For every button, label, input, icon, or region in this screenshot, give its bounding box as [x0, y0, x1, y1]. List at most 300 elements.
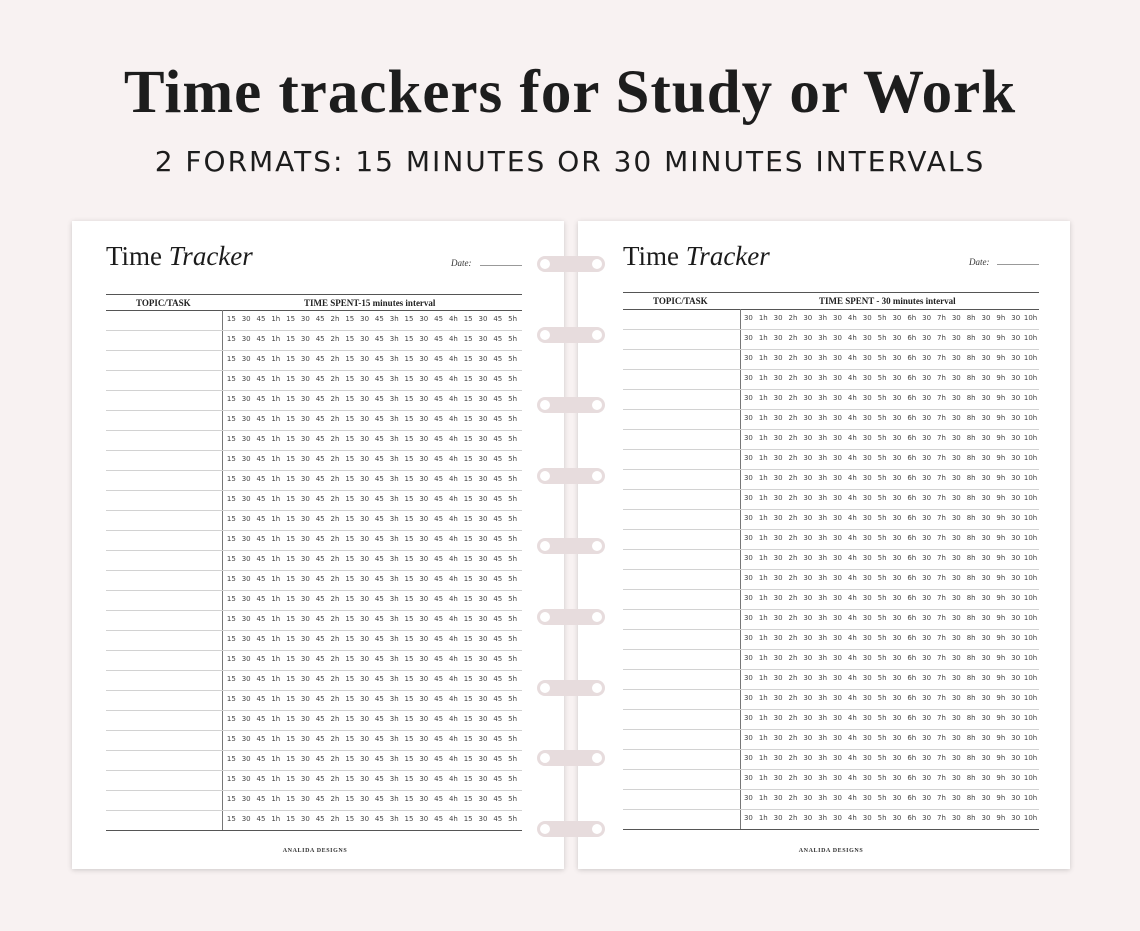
interval-cell[interactable]: 2h — [330, 795, 340, 803]
interval-cell[interactable]: 45 — [256, 675, 266, 683]
interval-cell[interactable]: 30 — [922, 514, 932, 522]
interval-cell[interactable]: 30 — [981, 774, 991, 782]
interval-cell[interactable]: 5h — [877, 814, 887, 822]
interval-cell[interactable]: 3h — [389, 395, 399, 403]
interval-cell[interactable]: 30 — [743, 314, 753, 322]
interval-cell[interactable]: 30 — [951, 334, 961, 342]
interval-cell[interactable]: 15 — [404, 575, 414, 583]
interval-cell[interactable]: 30 — [419, 495, 429, 503]
interval-cell[interactable]: 5h — [877, 434, 887, 442]
interval-cell[interactable]: 5h — [877, 574, 887, 582]
interval-cell[interactable]: 45 — [374, 555, 384, 563]
interval-cell[interactable]: 45 — [374, 315, 384, 323]
interval-cell[interactable]: 15 — [404, 775, 414, 783]
interval-cell[interactable]: 15 — [286, 355, 296, 363]
interval-cell[interactable]: 8h — [966, 434, 976, 442]
interval-cell[interactable]: 45 — [256, 595, 266, 603]
interval-cell[interactable]: 30 — [360, 475, 370, 483]
interval-cell[interactable]: 10h — [1023, 654, 1038, 662]
interval-cell[interactable]: 5h — [508, 575, 518, 583]
interval-cell[interactable]: 4h — [847, 334, 857, 342]
interval-cell[interactable]: 15 — [404, 335, 414, 343]
interval-cell[interactable]: 45 — [434, 635, 444, 643]
interval-cell[interactable]: 15 — [404, 795, 414, 803]
interval-cell[interactable]: 4h — [847, 794, 857, 802]
interval-cell[interactable]: 30 — [360, 675, 370, 683]
interval-cell[interactable]: 8h — [966, 774, 976, 782]
interval-cell[interactable]: 45 — [256, 315, 266, 323]
interval-cell[interactable]: 3h — [818, 474, 828, 482]
interval-cell[interactable]: 30 — [951, 734, 961, 742]
interval-cell[interactable]: 9h — [996, 574, 1006, 582]
interval-cell[interactable]: 30 — [951, 634, 961, 642]
interval-cell[interactable]: 45 — [315, 475, 325, 483]
interval-cell[interactable]: 30 — [478, 695, 488, 703]
interval-cell[interactable]: 15 — [226, 435, 236, 443]
interval-cell[interactable]: 30 — [862, 634, 872, 642]
interval-cell[interactable]: 9h — [996, 774, 1006, 782]
interval-cell[interactable]: 30 — [241, 555, 251, 563]
interval-cell[interactable]: 1h — [271, 575, 281, 583]
interval-cell[interactable]: 30 — [892, 354, 902, 362]
interval-cell[interactable]: 15 — [463, 755, 473, 763]
interval-cell[interactable]: 15 — [404, 455, 414, 463]
interval-cell[interactable]: 30 — [862, 794, 872, 802]
interval-cell[interactable]: 15 — [226, 695, 236, 703]
interval-cell[interactable]: 15 — [286, 615, 296, 623]
interval-cell[interactable]: 2h — [788, 454, 798, 462]
interval-cell[interactable]: 2h — [788, 474, 798, 482]
interval-cell[interactable]: 45 — [493, 455, 503, 463]
interval-cell[interactable]: 5h — [508, 455, 518, 463]
interval-cell[interactable]: 2h — [330, 595, 340, 603]
interval-cell[interactable]: 4h — [847, 654, 857, 662]
interval-cell[interactable]: 1h — [271, 635, 281, 643]
interval-cell[interactable]: 15 — [286, 335, 296, 343]
interval-cell[interactable]: 30 — [360, 635, 370, 643]
interval-cell[interactable]: 30 — [892, 814, 902, 822]
interval-cell[interactable]: 2h — [330, 635, 340, 643]
interval-cell[interactable]: 5h — [508, 695, 518, 703]
interval-cell[interactable]: 30 — [241, 495, 251, 503]
interval-cell[interactable]: 7h — [937, 754, 946, 762]
interval-cell[interactable]: 3h — [818, 594, 828, 602]
interval-cell[interactable]: 5h — [877, 554, 887, 562]
interval-cell[interactable]: 30 — [478, 315, 488, 323]
interval-cell[interactable]: 7h — [937, 614, 946, 622]
interval-cell[interactable]: 30 — [803, 694, 813, 702]
interval-cell[interactable]: 45 — [256, 475, 266, 483]
interval-cell[interactable]: 8h — [966, 754, 976, 762]
interval-cell[interactable]: 6h — [907, 594, 917, 602]
interval-cell[interactable]: 3h — [389, 435, 399, 443]
interval-cell[interactable]: 15 — [404, 435, 414, 443]
interval-cell[interactable]: 15 — [286, 635, 296, 643]
interval-cell[interactable]: 30 — [300, 355, 310, 363]
interval-cell[interactable]: 30 — [300, 595, 310, 603]
interval-cell[interactable]: 9h — [996, 614, 1006, 622]
interval-cell[interactable]: 10h — [1023, 494, 1038, 502]
interval-cell[interactable]: 15 — [286, 475, 296, 483]
interval-cell[interactable]: 3h — [389, 615, 399, 623]
interval-cell[interactable]: 45 — [493, 495, 503, 503]
interval-cell[interactable]: 45 — [493, 795, 503, 803]
interval-cell[interactable]: 30 — [478, 395, 488, 403]
interval-cell[interactable]: 30 — [833, 514, 842, 522]
interval-cell[interactable]: 30 — [833, 494, 842, 502]
interval-cell[interactable]: 3h — [389, 675, 399, 683]
interval-cell[interactable]: 45 — [434, 675, 444, 683]
interval-cell[interactable]: 30 — [743, 334, 753, 342]
interval-cell[interactable]: 30 — [981, 534, 991, 542]
interval-cell[interactable]: 15 — [345, 555, 355, 563]
interval-cell[interactable]: 30 — [743, 654, 753, 662]
interval-cell[interactable]: 3h — [818, 654, 828, 662]
interval-cell[interactable]: 5h — [508, 515, 518, 523]
interval-cell[interactable]: 15 — [404, 815, 414, 823]
interval-cell[interactable]: 5h — [508, 615, 518, 623]
interval-cell[interactable]: 30 — [300, 535, 310, 543]
interval-cell[interactable]: 30 — [241, 755, 251, 763]
interval-cell[interactable]: 30 — [951, 694, 961, 702]
interval-cell[interactable]: 30 — [743, 794, 753, 802]
interval-cell[interactable]: 10h — [1023, 434, 1038, 442]
interval-cell[interactable]: 30 — [360, 775, 370, 783]
interval-cell[interactable]: 4h — [448, 695, 458, 703]
interval-cell[interactable]: 30 — [241, 475, 251, 483]
interval-cell[interactable]: 45 — [434, 415, 444, 423]
interval-cell[interactable]: 15 — [345, 595, 355, 603]
interval-cell[interactable]: 30 — [773, 494, 783, 502]
interval-cell[interactable]: 30 — [360, 815, 370, 823]
interval-cell[interactable]: 45 — [315, 535, 325, 543]
interval-cell[interactable]: 30 — [478, 455, 488, 463]
interval-cell[interactable]: 15 — [345, 455, 355, 463]
interval-cell[interactable]: 30 — [743, 634, 753, 642]
interval-cell[interactable]: 15 — [463, 815, 473, 823]
interval-cell[interactable]: 2h — [330, 755, 340, 763]
interval-cell[interactable]: 30 — [803, 574, 813, 582]
interval-cell[interactable]: 6h — [907, 814, 917, 822]
interval-cell[interactable]: 30 — [773, 674, 783, 682]
interval-cell[interactable]: 8h — [966, 714, 976, 722]
interval-cell[interactable]: 2h — [330, 715, 340, 723]
interval-cell[interactable]: 30 — [892, 694, 902, 702]
interval-cell[interactable]: 1h — [758, 314, 768, 322]
interval-cell[interactable]: 15 — [463, 655, 473, 663]
interval-cell[interactable]: 15 — [226, 655, 236, 663]
interval-cell[interactable]: 45 — [256, 755, 266, 763]
interval-cell[interactable]: 30 — [419, 735, 429, 743]
interval-cell[interactable]: 3h — [818, 514, 828, 522]
interval-cell[interactable]: 4h — [448, 635, 458, 643]
interval-cell[interactable]: 7h — [937, 674, 946, 682]
interval-cell[interactable]: 1h — [271, 815, 281, 823]
interval-cell[interactable]: 30 — [419, 755, 429, 763]
interval-cell[interactable]: 3h — [818, 794, 828, 802]
interval-cell[interactable]: 15 — [404, 495, 414, 503]
interval-cell[interactable]: 1h — [271, 535, 281, 543]
interval-cell[interactable]: 30 — [862, 314, 872, 322]
interval-cell[interactable]: 30 — [773, 534, 783, 542]
interval-cell[interactable]: 6h — [907, 774, 917, 782]
interval-cell[interactable]: 30 — [892, 794, 902, 802]
interval-cell[interactable]: 15 — [286, 555, 296, 563]
interval-cell[interactable]: 30 — [833, 434, 842, 442]
interval-cell[interactable]: 4h — [448, 375, 458, 383]
interval-cell[interactable]: 30 — [803, 674, 813, 682]
interval-cell[interactable]: 30 — [833, 794, 842, 802]
interval-cell[interactable]: 30 — [241, 455, 251, 463]
interval-cell[interactable]: 4h — [448, 655, 458, 663]
interval-cell[interactable]: 8h — [966, 634, 976, 642]
interval-cell[interactable]: 30 — [1011, 474, 1021, 482]
interval-cell[interactable]: 7h — [937, 414, 946, 422]
interval-cell[interactable]: 15 — [463, 475, 473, 483]
interval-cell[interactable]: 6h — [907, 754, 917, 762]
interval-cell[interactable]: 15 — [286, 815, 296, 823]
interval-cell[interactable]: 30 — [951, 494, 961, 502]
interval-cell[interactable]: 30 — [300, 795, 310, 803]
interval-cell[interactable]: 30 — [743, 754, 753, 762]
interval-cell[interactable]: 30 — [241, 395, 251, 403]
interval-cell[interactable]: 45 — [374, 655, 384, 663]
interval-cell[interactable]: 5h — [508, 475, 518, 483]
interval-cell[interactable]: 8h — [966, 314, 976, 322]
interval-cell[interactable]: 30 — [951, 714, 961, 722]
interval-cell[interactable]: 5h — [877, 394, 887, 402]
interval-cell[interactable]: 45 — [374, 495, 384, 503]
interval-cell[interactable]: 30 — [892, 634, 902, 642]
interval-cell[interactable]: 7h — [937, 334, 946, 342]
interval-cell[interactable]: 30 — [773, 694, 783, 702]
interval-cell[interactable]: 30 — [922, 534, 932, 542]
interval-cell[interactable]: 45 — [256, 515, 266, 523]
interval-cell[interactable]: 4h — [847, 574, 857, 582]
interval-cell[interactable]: 30 — [1011, 554, 1021, 562]
interval-cell[interactable]: 15 — [345, 675, 355, 683]
interval-cell[interactable]: 30 — [833, 654, 842, 662]
interval-cell[interactable]: 45 — [374, 735, 384, 743]
interval-cell[interactable]: 30 — [1011, 354, 1021, 362]
interval-cell[interactable]: 4h — [847, 374, 857, 382]
interval-cell[interactable]: 1h — [271, 315, 281, 323]
interval-cell[interactable]: 5h — [508, 355, 518, 363]
interval-cell[interactable]: 9h — [996, 814, 1006, 822]
interval-cell[interactable]: 30 — [773, 634, 783, 642]
interval-cell[interactable]: 7h — [937, 474, 946, 482]
interval-cell[interactable]: 30 — [862, 574, 872, 582]
interval-cell[interactable]: 15 — [463, 615, 473, 623]
interval-cell[interactable]: 4h — [847, 734, 857, 742]
interval-cell[interactable]: 3h — [818, 414, 828, 422]
interval-cell[interactable]: 15 — [226, 335, 236, 343]
interval-cell[interactable]: 45 — [374, 515, 384, 523]
interval-cell[interactable]: 45 — [493, 315, 503, 323]
interval-cell[interactable]: 45 — [434, 655, 444, 663]
interval-cell[interactable]: 30 — [300, 435, 310, 443]
interval-cell[interactable]: 30 — [803, 474, 813, 482]
interval-cell[interactable]: 30 — [478, 415, 488, 423]
interval-cell[interactable]: 7h — [937, 694, 946, 702]
interval-cell[interactable]: 6h — [907, 434, 917, 442]
interval-cell[interactable]: 30 — [892, 754, 902, 762]
interval-cell[interactable]: 15 — [286, 415, 296, 423]
interval-cell[interactable]: 5h — [877, 734, 887, 742]
interval-cell[interactable]: 6h — [907, 574, 917, 582]
interval-cell[interactable]: 2h — [330, 535, 340, 543]
interval-cell[interactable]: 30 — [803, 794, 813, 802]
interval-cell[interactable]: 30 — [803, 314, 813, 322]
interval-cell[interactable]: 3h — [389, 415, 399, 423]
interval-cell[interactable]: 15 — [286, 775, 296, 783]
interval-cell[interactable]: 15 — [226, 775, 236, 783]
interval-cell[interactable]: 45 — [493, 555, 503, 563]
interval-cell[interactable]: 4h — [448, 395, 458, 403]
interval-cell[interactable]: 30 — [922, 474, 932, 482]
interval-cell[interactable]: 30 — [241, 615, 251, 623]
interval-cell[interactable]: 30 — [803, 394, 813, 402]
interval-cell[interactable]: 2h — [788, 394, 798, 402]
interval-cell[interactable]: 45 — [374, 475, 384, 483]
interval-cell[interactable]: 30 — [743, 674, 753, 682]
interval-cell[interactable]: 45 — [434, 475, 444, 483]
interval-cell[interactable]: 30 — [300, 335, 310, 343]
interval-cell[interactable]: 45 — [315, 435, 325, 443]
interval-cell[interactable]: 10h — [1023, 474, 1038, 482]
interval-cell[interactable]: 5h — [508, 595, 518, 603]
interval-cell[interactable]: 30 — [981, 674, 991, 682]
interval-cell[interactable]: 45 — [315, 615, 325, 623]
interval-cell[interactable]: 5h — [508, 395, 518, 403]
interval-cell[interactable]: 30 — [419, 535, 429, 543]
interval-cell[interactable]: 30 — [892, 614, 902, 622]
interval-cell[interactable]: 30 — [951, 354, 961, 362]
interval-cell[interactable]: 8h — [966, 674, 976, 682]
interval-cell[interactable]: 30 — [922, 334, 932, 342]
interval-cell[interactable]: 6h — [907, 374, 917, 382]
interval-cell[interactable]: 30 — [951, 434, 961, 442]
interval-cell[interactable]: 3h — [818, 374, 828, 382]
interval-cell[interactable]: 45 — [434, 815, 444, 823]
interval-cell[interactable]: 30 — [981, 394, 991, 402]
interval-cell[interactable]: 30 — [981, 454, 991, 462]
interval-cell[interactable]: 15 — [286, 755, 296, 763]
interval-cell[interactable]: 30 — [300, 755, 310, 763]
interval-cell[interactable]: 2h — [330, 415, 340, 423]
interval-cell[interactable]: 2h — [330, 735, 340, 743]
interval-cell[interactable]: 2h — [330, 655, 340, 663]
interval-cell[interactable]: 45 — [493, 575, 503, 583]
interval-cell[interactable]: 1h — [758, 694, 768, 702]
interval-cell[interactable]: 30 — [419, 655, 429, 663]
interval-cell[interactable]: 15 — [463, 335, 473, 343]
interval-cell[interactable]: 6h — [907, 414, 917, 422]
interval-cell[interactable]: 30 — [241, 775, 251, 783]
interval-cell[interactable]: 30 — [478, 495, 488, 503]
interval-cell[interactable]: 15 — [463, 415, 473, 423]
interval-cell[interactable]: 9h — [996, 714, 1006, 722]
interval-cell[interactable]: 30 — [833, 374, 842, 382]
interval-cell[interactable]: 45 — [315, 555, 325, 563]
interval-cell[interactable]: 3h — [389, 655, 399, 663]
interval-cell[interactable]: 45 — [256, 355, 266, 363]
interval-cell[interactable]: 45 — [493, 775, 503, 783]
interval-cell[interactable]: 15 — [286, 395, 296, 403]
interval-cell[interactable]: 9h — [996, 634, 1006, 642]
interval-cell[interactable]: 2h — [788, 674, 798, 682]
interval-cell[interactable]: 30 — [833, 734, 842, 742]
interval-cell[interactable]: 3h — [389, 775, 399, 783]
interval-cell[interactable]: 30 — [773, 374, 783, 382]
interval-cell[interactable]: 30 — [1011, 434, 1021, 442]
interval-cell[interactable]: 30 — [1011, 314, 1021, 322]
interval-cell[interactable]: 3h — [818, 394, 828, 402]
interval-cell[interactable]: 30 — [981, 734, 991, 742]
interval-cell[interactable]: 30 — [892, 494, 902, 502]
interval-cell[interactable]: 30 — [743, 714, 753, 722]
interval-cell[interactable]: 8h — [966, 514, 976, 522]
interval-cell[interactable]: 15 — [226, 415, 236, 423]
interval-cell[interactable]: 15 — [226, 795, 236, 803]
interval-cell[interactable]: 45 — [493, 395, 503, 403]
interval-cell[interactable]: 6h — [907, 514, 917, 522]
interval-cell[interactable]: 5h — [508, 375, 518, 383]
interval-cell[interactable]: 15 — [345, 515, 355, 523]
interval-cell[interactable]: 9h — [996, 414, 1006, 422]
interval-cell[interactable]: 2h — [330, 695, 340, 703]
interval-cell[interactable]: 45 — [315, 335, 325, 343]
interval-cell[interactable]: 30 — [743, 534, 753, 542]
interval-cell[interactable]: 45 — [434, 455, 444, 463]
interval-cell[interactable]: 15 — [226, 475, 236, 483]
interval-cell[interactable]: 30 — [862, 474, 872, 482]
interval-cell[interactable]: 15 — [345, 655, 355, 663]
interval-cell[interactable]: 30 — [419, 575, 429, 583]
interval-cell[interactable]: 4h — [847, 754, 857, 762]
interval-cell[interactable]: 30 — [981, 554, 991, 562]
interval-cell[interactable]: 4h — [448, 455, 458, 463]
interval-cell[interactable]: 4h — [448, 615, 458, 623]
interval-cell[interactable]: 4h — [448, 515, 458, 523]
interval-cell[interactable]: 30 — [981, 574, 991, 582]
interval-cell[interactable]: 30 — [241, 335, 251, 343]
interval-cell[interactable]: 15 — [345, 795, 355, 803]
interval-cell[interactable]: 1h — [271, 415, 281, 423]
interval-cell[interactable]: 45 — [374, 715, 384, 723]
interval-cell[interactable]: 30 — [773, 754, 783, 762]
interval-cell[interactable]: 30 — [419, 515, 429, 523]
interval-cell[interactable]: 3h — [818, 494, 828, 502]
interval-cell[interactable]: 10h — [1023, 674, 1038, 682]
interval-cell[interactable]: 30 — [892, 554, 902, 562]
interval-cell[interactable]: 30 — [951, 474, 961, 482]
interval-cell[interactable]: 30 — [862, 754, 872, 762]
interval-cell[interactable]: 30 — [922, 454, 932, 462]
interval-cell[interactable]: 30 — [981, 634, 991, 642]
interval-cell[interactable]: 5h — [508, 655, 518, 663]
interval-cell[interactable]: 2h — [788, 614, 798, 622]
interval-cell[interactable]: 30 — [833, 314, 842, 322]
interval-cell[interactable]: 5h — [508, 795, 518, 803]
interval-cell[interactable]: 30 — [862, 534, 872, 542]
interval-cell[interactable]: 30 — [981, 694, 991, 702]
interval-cell[interactable]: 6h — [907, 494, 917, 502]
interval-cell[interactable]: 15 — [226, 635, 236, 643]
interval-cell[interactable]: 45 — [256, 535, 266, 543]
interval-cell[interactable]: 45 — [493, 815, 503, 823]
interval-cell[interactable]: 15 — [226, 555, 236, 563]
